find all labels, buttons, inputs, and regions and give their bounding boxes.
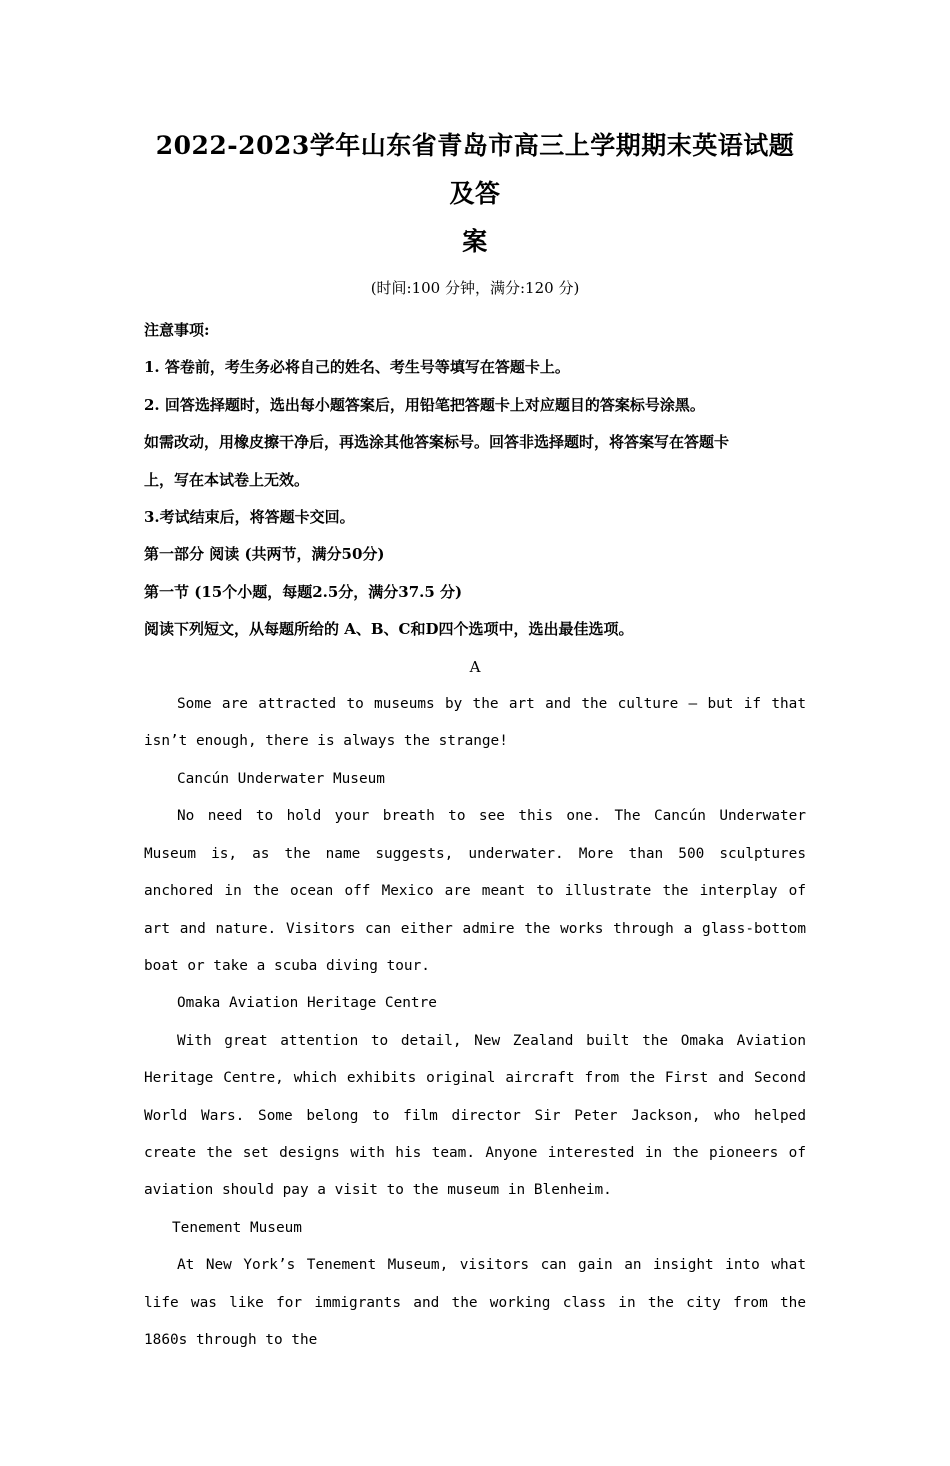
- reading-instruction: 阅读下列短文，从每题所给的 A、B、C和D四个选项中，选出最佳选项。: [144, 620, 634, 639]
- museum-heading-1: Cancún Underwater Museum: [177, 770, 385, 787]
- note-2-end: 上，写在本试卷上无效。: [144, 470, 310, 489]
- document-page: [0, 122, 950, 1466]
- museum-paragraph-3: At New York’s Tenement Museum, visitors can gain an insight into what life was like for immigrants and the working class in the city from the 1860s through to the: [144, 1257, 806, 1348]
- part-1-heading: 第一部分 阅读 (共两节，满分50分): [144, 545, 385, 564]
- exam-time-info: (时间:100 分钟，满分:120 分): [370, 279, 580, 297]
- museum-heading-2: Omaka Aviation Heritage Centre: [177, 995, 437, 1012]
- note-2-continued: 如需改动，用橡皮擦干净后，再选涂其他答案标号。回答非选择题时，将答案写在答题卡: [144, 433, 730, 452]
- museum-paragraph-2: With great attention to detail, New Zealand built the Omaka Aviation Heritage Centre, which exhibits original aircraft from the First and Second World Wars. Some belong to film director Sir Peter Jackson, who helped create the set designs with his team. Anyone interested in the pioneers of aviation should pay a visit to the museum in Blenheim.: [144, 1032, 806, 1199]
- museum-paragraph-1: No need to hold your breath to see this one. The Cancún Underwater Museum is, as the name suggests, underwater. More than 500 sculptures anchored in the ocean off Mexico are meant to illustrate the interplay of art and nature. Visitors can either admire the works through a glass-bottom boat or take a scuba diving tour.: [144, 808, 806, 974]
- title-line-1: 2022-2023学年山东省青岛市高三上学期期末英语试题及答: [155, 131, 795, 208]
- notes-header: 注意事项:: [144, 321, 210, 339]
- passage-intro: Some are attracted to museums by the art and the culture — but if that isn’t enough, there is always the strange!: [144, 696, 806, 750]
- section-1-heading: 第一节 (15个小题，每题2.5分，满分37.5 分): [144, 582, 463, 601]
- museum-heading-3: Tenement Museum: [172, 1219, 302, 1236]
- passage-letter: A: [469, 657, 481, 676]
- document-title: [144, 122, 806, 266]
- note-1: 1. 答卷前，考生务必将自己的姓名、考生号等填写在答题卡上。: [144, 358, 570, 377]
- note-3: 3.考试结束后，将答题卡交回。: [144, 508, 355, 527]
- title-line-2: 案: [462, 227, 488, 256]
- note-2: 2. 回答选择题时，选出每小题答案后，用铅笔把答题卡上对应题目的答案标号涂黑。: [144, 395, 705, 414]
